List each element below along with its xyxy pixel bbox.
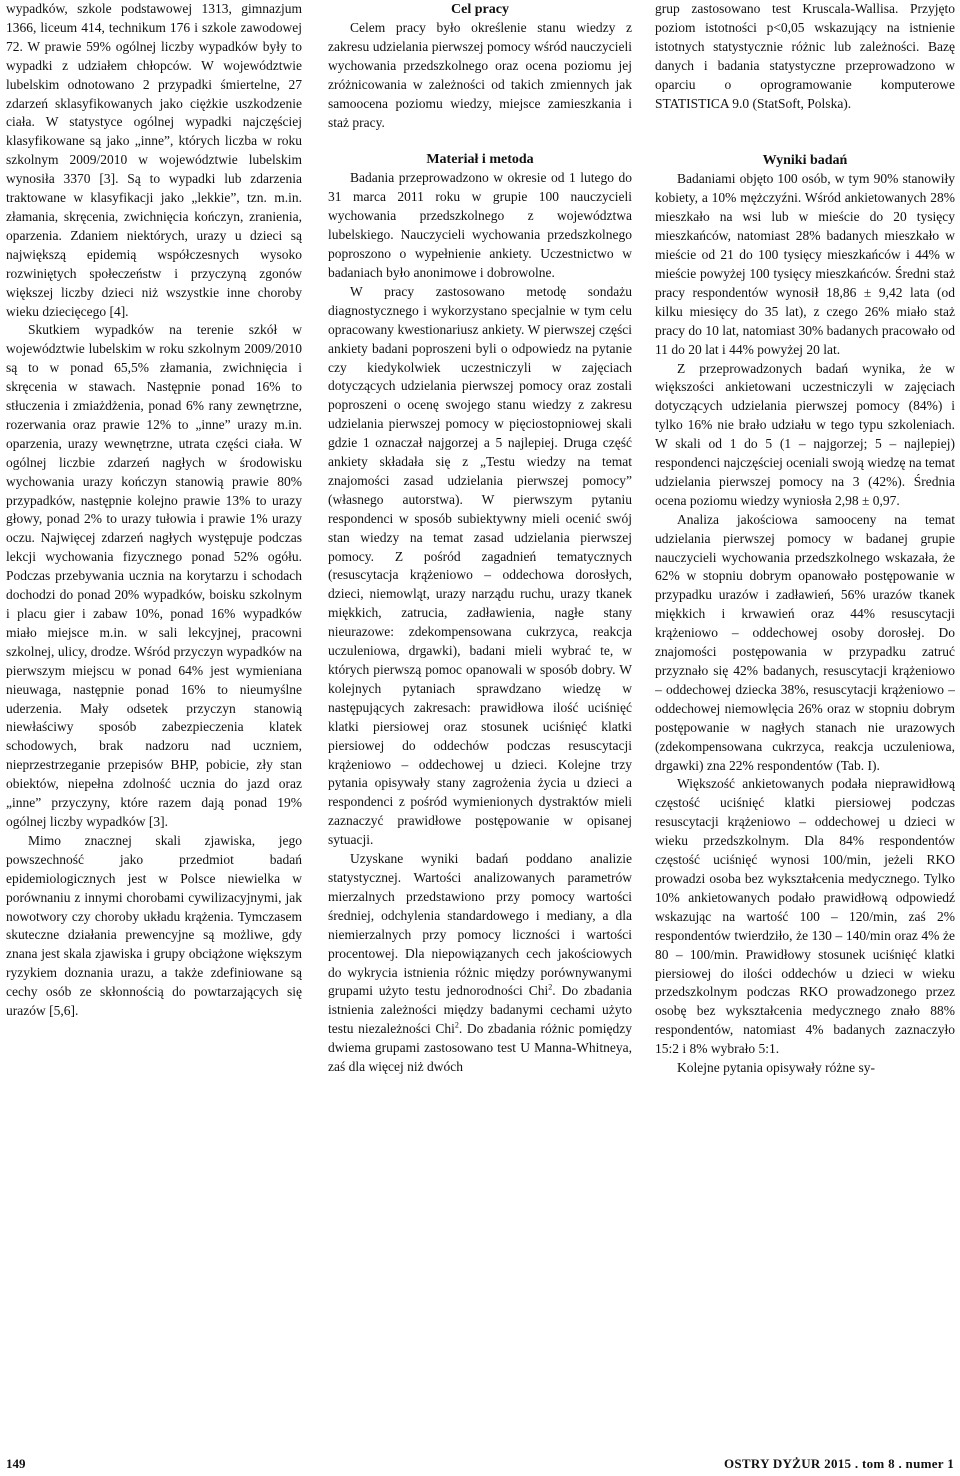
- paragraph: wypadków, szkole podstawowej 1313, gimnazjum 1366, liceum 414, technikum 176 i szkole zawodowej 72. W prawie 59% ogólnej liczby wypadków były to wypadki z udziałem chłopców. W województwie lubelskim odnotowano 2 przypadki śmiertelne, 27 zdarzeń sklasyfikowanych jako ciężkie uszkodzenie ciała. W statystyce ogólnej wypadki najczęściej klasyfikowane są jako „inne”, których liczba w roku szkolnym 2009/2010 w województwie lubelskim wynosiła 3370 [3]. Są to wypadki lub zdarzenia traktowane w klasyfikacji jako „lekkie”, tzn. m.in. złamania, skręcenia, zwichnięcia kończyn, zranienia, oparzenia. Zdaniem niektórych, urazy u dzieci są największą epidemią współczesnych wysoko rozwiniętych społeczeństw i przyczyną zgonów większej liczby dzieci niż wszystkie inne choroby wieku dziecięcego [4].: [6, 1, 302, 319]
- section-heading-wyniki-badan: Wyniki badań: [762, 153, 848, 169]
- section-heading-material-i-metoda: Materiał i metoda: [426, 152, 534, 168]
- paragraph: Celem pracy było określenie stanu wiedzy z zakresu udzielania pierwszej pomocy wśród nauczycieli wychowania przedszkolnego oraz ocena poziomu jej zróżnicowania w zależności od takich zmiennych jak samoocena poziomu wiedzy, miejsce zamieszkania i staż pracy.: [328, 20, 632, 130]
- paragraph-statistics: [328, 850, 632, 1077]
- paragraph: Analiza jakościowa samooceny na temat udzielania pierwszej pomocy w badanej grupie nauczycieli wychowania przedszkolnego wskazała, że 62% w stopniu dobrym opanowało postępowanie w przypadku urazów i zadławień, 56% urazów tkanek miękkich i krwawień oraz 44% resuscytacji krążeniowo – oddechowej osoby dorosłej. Do znajomości postępowania w przypadku zatruć przyznało się 42% badanych, resuscytacji krążeniowo – oddechowej dziecka 38%, resuscytacji krążeniowo – oddechowej niemowlęcia 26% oraz w stopniu dobrym postępowanie w nagłych stanach nie urazowych (zdekompensowana cukrzyca, reakcja uczuleniowa, drgawki) zna 22% respondentów (Tab. I).: [655, 511, 955, 773]
- paragraph: Badaniami objęto 100 osób, w tym 90% stanowiły kobiety, a 10% mężczyźni. Wśród ankietowanych 28% mieszkało na wsi lub w mieście do 20 tysięcy mieszkańców, natomiast 28% badanych mieszkało w mieście od 21 do 100 tysięcy mieszkańców i 44% w mieście powyżej 100 tysięcy mieszkańców. Średni staż pracy respondentów wynosił 18,86 ± 9,42 lata (od kilku miesięcy do 35 lat), z czego 26% miało staż pracy do 10 lat, natomiast 30% badanych pracowało od 11 do 20 lat i 44% powyżej 20 lat.: [655, 171, 955, 357]
- paragraph: Badania przeprowadzono w okresie od 1 lutego do 31 marca 2011 roku w grupie 100 nauczycieli wychowania przedszkolnego z województwa lubelskiego. Nauczycieli wychowania przedszkolnego poproszono o wypełnienie ankiety. Uczestnictwo w badaniach było anonimowe i dobrowolne.: [328, 170, 632, 280]
- paragraph: Mimo znacznej skali zjawiska, jego powszechność jako przedmiot badań epidemiologicznych jest w Polsce niewielka w porównaniu z innymi chorobami cywilizacyjnymi, jak nowotwory czy choroby układu krążenia. Tymczasem skuteczne działania prewencyjne są możliwe, gdy znana jest skala zjawiska i grupy obciążone większym ryzykiem doznania urazu, a także zdefiniowane są cechy osób ze skłonnością do powtarzających się urazów [5,6].: [6, 832, 302, 1019]
- section-heading-cel-pracy: Cel pracy: [451, 2, 509, 17]
- paragraph: Skutkiem wypadków na terenie szkół w województwie lubelskim w roku szkolnym 2009/2010 są to w ponad 65,5% złamania, zwichnięcia i skręcenia w stawach. Następnie ponad 16% to stłuczenia i zmiażdżenia, ponad 6% rany zewnętrzne, rozerwania oraz prawie 12% to „inne” urazy m.in. oparzenia, urazy wewnętrzne, utrata części ciała. W ogólnej liczbie zdarzeń nagłych w środowisku wychowania urazy kończyn stanowią prawie 80% przypadków, następnie kolejno prawie 13% to urazy głowy, ponad 2% to urazy tułowia i prawie 1% urazy oczu. Najwięcej zdarzeń nagłych występuje podczas lekcji wychowania fizycznego ponad 52% ogółu. Podczas przebywania ucznia na korytarzu i schodach dochodzi do ponad 20% wypadków, boisku szkolnym i placu gier i zabaw 10%, ponad 16% wypadków miało miejsce m.in. w sali lekcyjnej, pracowni szkolnej, ulicy, drodze. Wśród przyczyn wypadków na pierwszym miejscu w ponad 64% jest wymieniana nieuwaga, następnie ponad 16% to nieumyślne uderzenia. Mały odsetek przyczyn stanowią niewłaściwy sposób zabezpieczenia klatek schodowych, brak nadzoru nad uczniem, nieprzestrzeganie przepisów BHP, pobicie, zły stan obiektów, niepełna zdolność ucznia do jazd oraz „inne” przyczyny, które razem dają ponad 19% ogólnej liczby wypadków [3].: [6, 322, 302, 829]
- text-run: . Do zbadania istnienia zależności między badanymi cechami użyto testu niezależności Chi: [328, 983, 632, 1037]
- text-column-left: [6, 0, 302, 1446]
- text-run: . Do zbadania różnic pomiędzy dwiema grupami zastosowano test U Manna-Whitneya, zaś dla więcej niż dwóch: [328, 1021, 632, 1075]
- page-number: 149: [6, 1456, 26, 1471]
- paragraph: W pracy zastosowano metodę sondażu diagnostycznego i wykorzystano specjalnie w tym celu opracowany kwestionariusz ankiety. W pierwszej części ankiety badani poproszeni byli o odpowiedz na pytanie czy kiedykolwiek uczestniczyli w zajęciach dotyczących udzielania pierwszej pomocy oraz zostali poproszeni o ocenę swojego stanu wiedzy z zakresu udzielania pierwszej pomocy w pięciostopniowej skali gdzie 1 oznaczał najgorzej a 5 najlepiej. Druga część ankiety składała się z „Testu wiedzy na temat znajomości zasad udzielania pierwszej pomocy” (własnego autorstwa). W pierwszym pytaniu respondenci w sposób subiektywny mieli ocenić swój stan wiedzy na temat zasad udzielania pierwszej pomocy. Z pośród zagadnień tematycznych (resuscytacja krążeniowo – oddechowa dorosłych, dzieci, niemowląt, urazy narządu ruchu, urazy tkanek miękkich, zatrucia, zadławienia, nagłe stany nieurazowe: zdekompensowana cukrzyca, reakcja uczuleniowa, drgawki), badani mieli wybrać te, w których pierwszą pomoc opanowali w sposób dobry. W kolejnych pytaniach sprawdzano wiedzę w następujących zakresach: prawidłowa ilość uciśnięć klatki piersiowej oraz stosunek uciśnięć klatki piersiowej do oddechów podczas resuscytacji krążeniowo – oddechowej u dzieci. Kolejne trzy pytania opisywały stany zagrożenia życia u dzieci a respondenci z pośród wymienionych dystraktów mieli zaznaczyć prawidłowe postępowanie w opisanej sytuacji.: [328, 283, 632, 848]
- paragraph: grup zastosowano test Kruscala-Wallisa. Przyjęto poziom istotności p<0,05 wskazujący na istnienie istotnych statystycznie różnic lub zależności. Bazę danych i badania statystyczne przeprowadzono w oparciu o oprogramowanie komputerowe STATISTICA 9.0 (StatSoft, Polska).: [655, 1, 955, 111]
- superscript: 2: [454, 1020, 459, 1030]
- text-run: Uzyskane wyniki badań poddano analizie statystycznej. Wartości analizowanych parametrów mierzalnych przedstawiono przy pomocy wartości średniej, odchylenia standardowego i mediany, a dla niemierzalnych przy pomocy liczności i wartości procentowej. Dla niepowiązanych cech jakościowych do wykrycia istnienia różnic między porównywanymi grupami użyto testu jednorodności Chi: [328, 851, 632, 999]
- page-footer: [0, 1452, 960, 1476]
- paragraph: Z przeprowadzonych badań wynika, że w większości ankietowani uczestniczyli w zajęciach dotyczących udzielania pierwszej pomocy (84%) i tylko 16% nie brało udziału w tego typu szkoleniach. W skali od 1 do 5 (1 – najgorzej; 5 – najlepiej) respondenci najczęściej oceniali swoją wiedzę na temat udzielania pierwszej pomocy na 3 (42%). Średnia ocena poziomu wiedzy wyniosła 2,98 ± 0,97.: [655, 360, 955, 508]
- paragraph: Kolejne pytania opisywały różne sy-: [677, 1060, 875, 1076]
- text-column-middle: [328, 0, 632, 1446]
- superscript: 2: [548, 982, 553, 992]
- journal-citation: OSTRY DYŻUR 2015 . tom 8 . numer 1: [723, 1456, 954, 1471]
- text-column-right: [655, 0, 955, 1446]
- paragraph: Większość ankietowanych podała nieprawidłową częstość uciśnięć klatki piersiowej podczas resuscytacji krążeniowo – oddechowej u dzieci w wieku przedszkolnym. Dla 84% respondentów częstość uciśnięć wynosi 100/min, jeżeli RKO prowadzi osoba bez wykształcenia medycznego. Tylko 10% ankietowanych podało prawidłową odpowiedź wskazując na wartość 100 – 120/min, zaś 2% respondentów twierdziło, że 130 – 140/min oraz 4% że 80 – 100/min. Prawidłowy stosunek uciśnięć klatki piersiowej do ilości oddechów u dzieci w wieku przedszkolnym podczas RKO prowadzonego przez osobę bez wykształcenia medycznego znało 88% respondentów, natomiast 4% badanych zaznaczyło 15:2 i 8% wybrało 5:1.: [655, 776, 955, 1057]
